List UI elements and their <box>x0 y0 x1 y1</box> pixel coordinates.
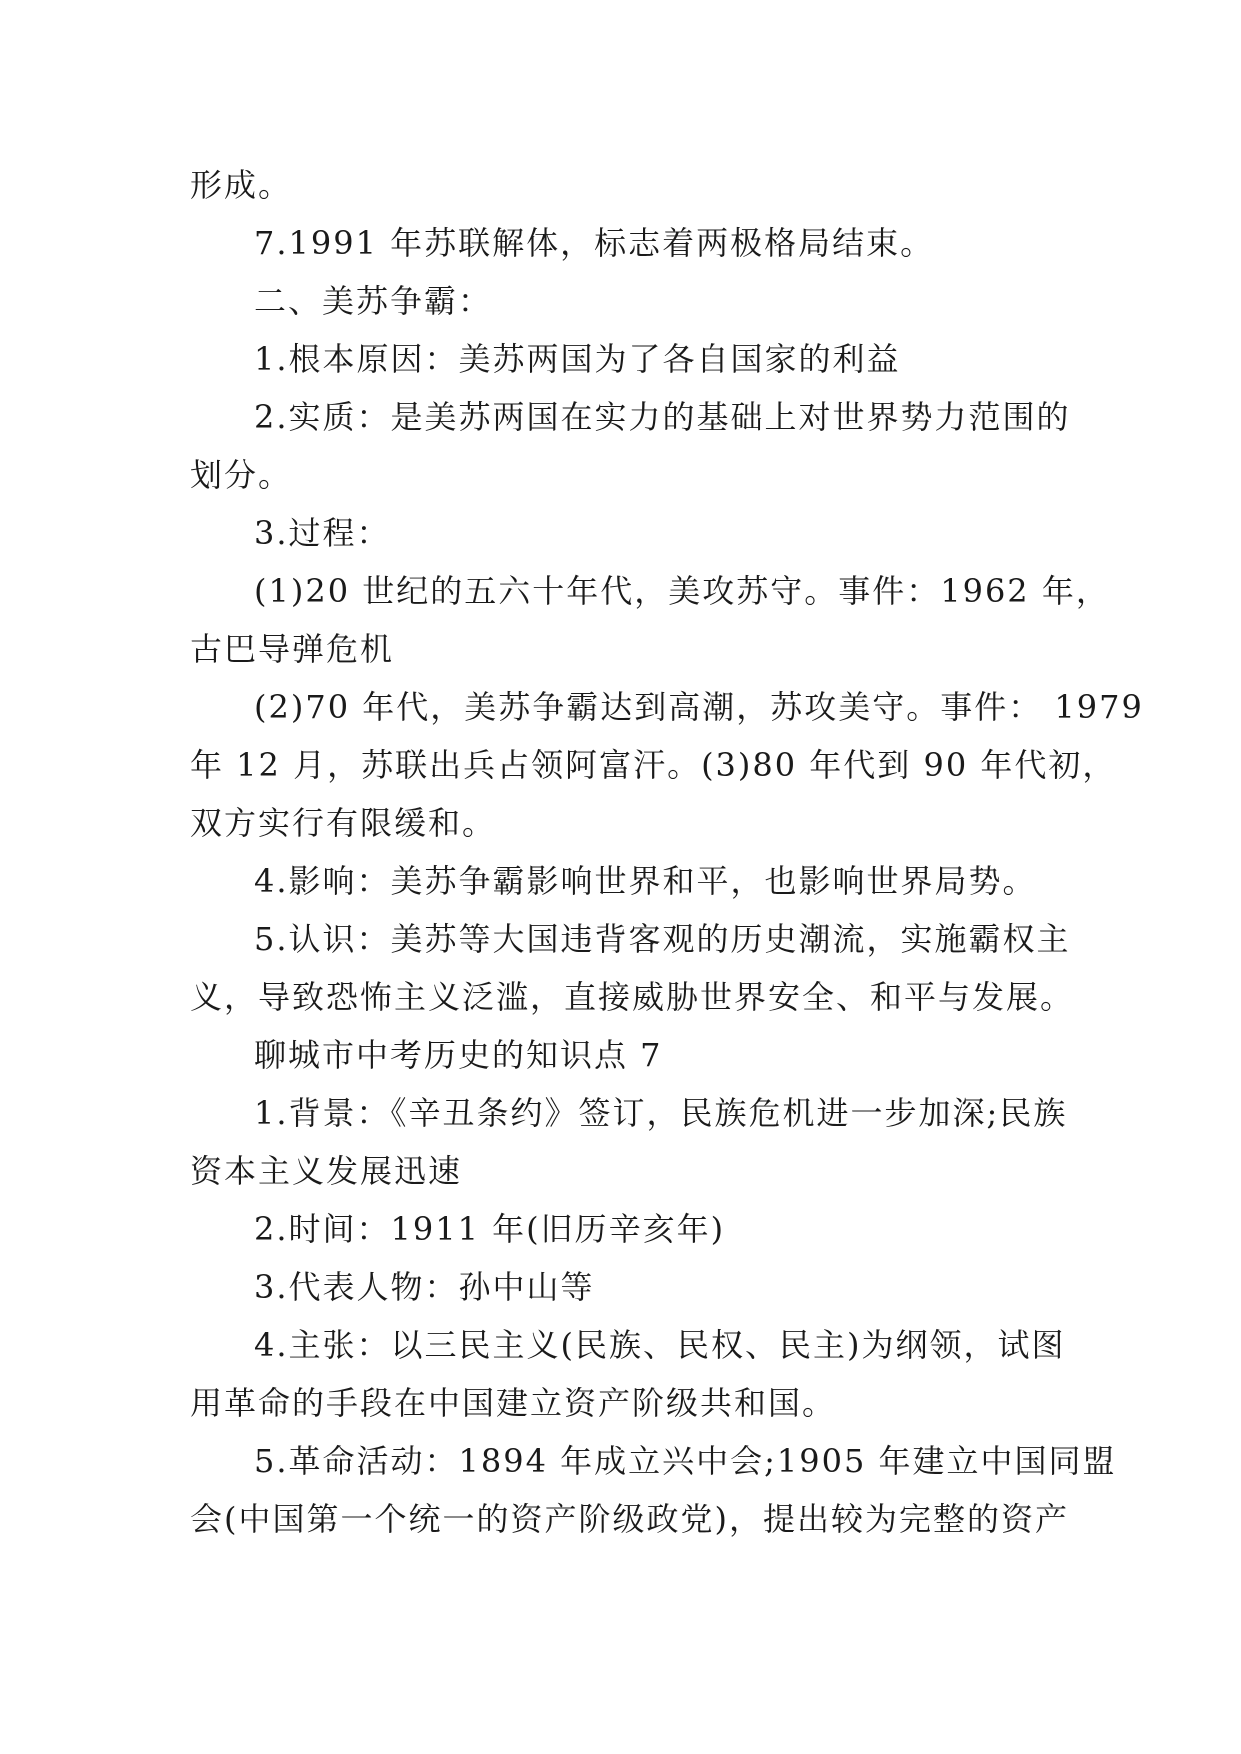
section-heading: 聊城市中考历史的知识点 7 <box>254 1036 663 1074</box>
text-line: 1.根本原因：美苏两国为了各自国家的利益 <box>254 340 901 378</box>
text-line: 3.代表人物：孙中山等 <box>254 1268 595 1306</box>
document-body <box>190 156 1144 1548</box>
text-line: 用革命的手段在中国建立资产阶级共和国。 <box>190 1384 837 1422</box>
text-line: 5.认识：美苏等大国违背客观的历史潮流，实施霸权主 <box>254 920 1071 958</box>
text-line: 资本主义发展迅速 <box>190 1152 463 1190</box>
section-heading: 二、美苏争霸： <box>254 282 493 320</box>
text-line: 义，导致恐怖主义泛滥，直接威胁世界安全、和平与发展。 <box>190 978 1075 1016</box>
text-line: 4.主张：以三民主义(民族、民权、民主)为纲领，试图 <box>254 1326 1066 1364</box>
text-line: 年 12 月，苏联出兵占领阿富汗。(3)80 年代到 90 年代初， <box>190 746 1117 784</box>
text-line: 古巴导弹危机 <box>190 630 395 668</box>
text-line: 4.影响：美苏争霸影响世界和平，也影响世界局势。 <box>254 862 1037 900</box>
text-line: (2)70 年代，美苏争霸达到高潮，苏攻美守。事件： 1979 <box>254 688 1144 726</box>
text-line: 2.时间：1911 年(旧历辛亥年) <box>254 1210 726 1248</box>
text-line: 会(中国第一个统一的资产阶级政党)，提出较为完整的资产 <box>190 1500 1069 1538</box>
text-line: 7.1991 年苏联解体，标志着两极格局结束。 <box>254 224 935 262</box>
text-line: 5.革命活动：1894 年成立兴中会;1905 年建立中国同盟 <box>254 1442 1117 1480</box>
text-line: 形成。 <box>190 166 293 204</box>
text-line: 2.实质：是美苏两国在实力的基础上对世界势力范围的 <box>254 398 1071 436</box>
text-line: 3.过程： <box>254 514 391 552</box>
text-line: 双方实行有限缓和。 <box>190 804 497 842</box>
text-line: (1)20 世纪的五六十年代，美攻苏守。事件：1962 年， <box>254 572 1110 610</box>
text-line: 1.背景：《辛丑条约》签订，民族危机进一步加深;民族 <box>254 1094 1068 1132</box>
text-line: 划分。 <box>190 456 293 494</box>
